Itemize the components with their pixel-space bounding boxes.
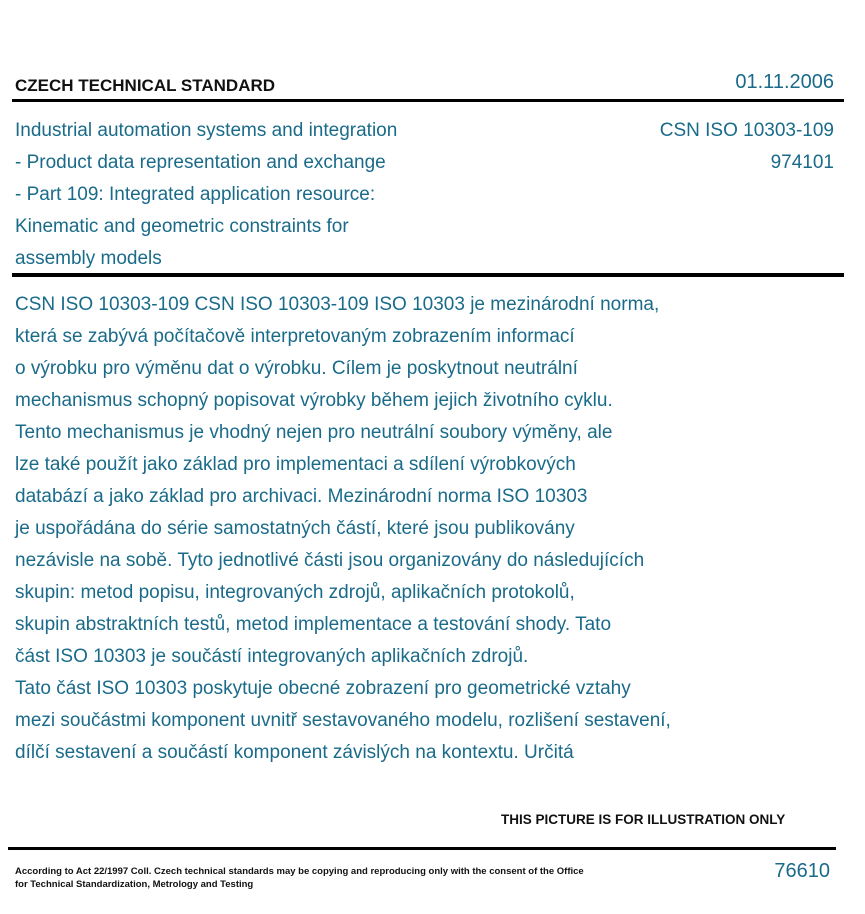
body-line: která se zabývá počítačově interpretovaným zobrazením informací xyxy=(15,326,575,347)
document-heading: CZECH TECHNICAL STANDARD xyxy=(15,76,276,95)
publication-date: 01.11.2006 xyxy=(735,71,834,93)
body-line: mechanismus schopný popisovat výrobky během jejich životního cyklu. xyxy=(15,390,613,411)
body-line: Tento mechanismus je vhodný nejen pro neutrální soubory výměny, ale xyxy=(15,422,613,443)
body-line: nezávisle na sobě. Tyto jednotlivé části jsou organizovány do následujících xyxy=(15,550,645,571)
body-text xyxy=(15,289,815,769)
body-line: skupin: metod popisu, integrovaných zdrojů, aplikačních protokolů, xyxy=(15,582,575,603)
standard-title xyxy=(15,115,485,275)
footer-divider xyxy=(8,847,836,850)
standard-number: CSN ISO 10303-109 xyxy=(659,120,834,141)
class-number: 974101 xyxy=(770,152,834,173)
standard-codes xyxy=(660,115,834,179)
title-line: - Part 109: Integrated application resource: xyxy=(15,184,376,205)
title-divider xyxy=(12,273,844,277)
legal-line: for Technical Standardization, Metrology and Testing xyxy=(15,879,254,890)
body-line: Tato část ISO 10303 poskytuje obecné zobrazení pro geometrické vztahy xyxy=(15,678,631,699)
body-line: mezi součástmi komponent uvnitř sestavovaného modelu, rozlišení sestavení, xyxy=(15,710,671,731)
legal-line: According to Act 22/1997 Coll. Czech technical standards may be copying and reproducing only with the consent of the Office xyxy=(15,866,584,877)
page-code: 76610 xyxy=(774,860,830,882)
body-line: skupin abstraktních testů, metod implementace a testování shody. Tato xyxy=(15,614,612,635)
title-line: Industrial automation systems and integration xyxy=(15,120,398,141)
body-line: je uspořádána do série samostatných částí, které jsou publikovány xyxy=(15,518,575,539)
body-line: dílčí sestavení a součástí komponent závislých na kontextu. Určitá xyxy=(15,742,574,763)
body-line: databází a jako základ pro archivaci. Mezinárodní norma ISO 10303 xyxy=(15,486,588,507)
illustration-note: THIS PICTURE IS FOR ILLUSTRATION ONLY xyxy=(501,812,786,827)
body-line: o výrobku pro výměnu dat o výrobku. Cílem je poskytnout neutrální xyxy=(15,358,578,379)
legal-notice xyxy=(15,865,584,891)
title-line: assembly models xyxy=(15,248,162,269)
body-line: lze také použít jako základ pro implementaci a sdílení výrobkových xyxy=(15,454,576,475)
title-line: - Product data representation and exchange xyxy=(15,152,386,173)
title-line: Kinematic and geometric constraints for xyxy=(15,216,349,237)
body-line: část ISO 10303 je součástí integrovaných aplikačních zdrojů. xyxy=(15,646,529,667)
body-line: CSN ISO 10303-109 CSN ISO 10303-109 ISO 10303 je mezinárodní norma, xyxy=(15,294,660,315)
header-divider xyxy=(12,99,844,102)
